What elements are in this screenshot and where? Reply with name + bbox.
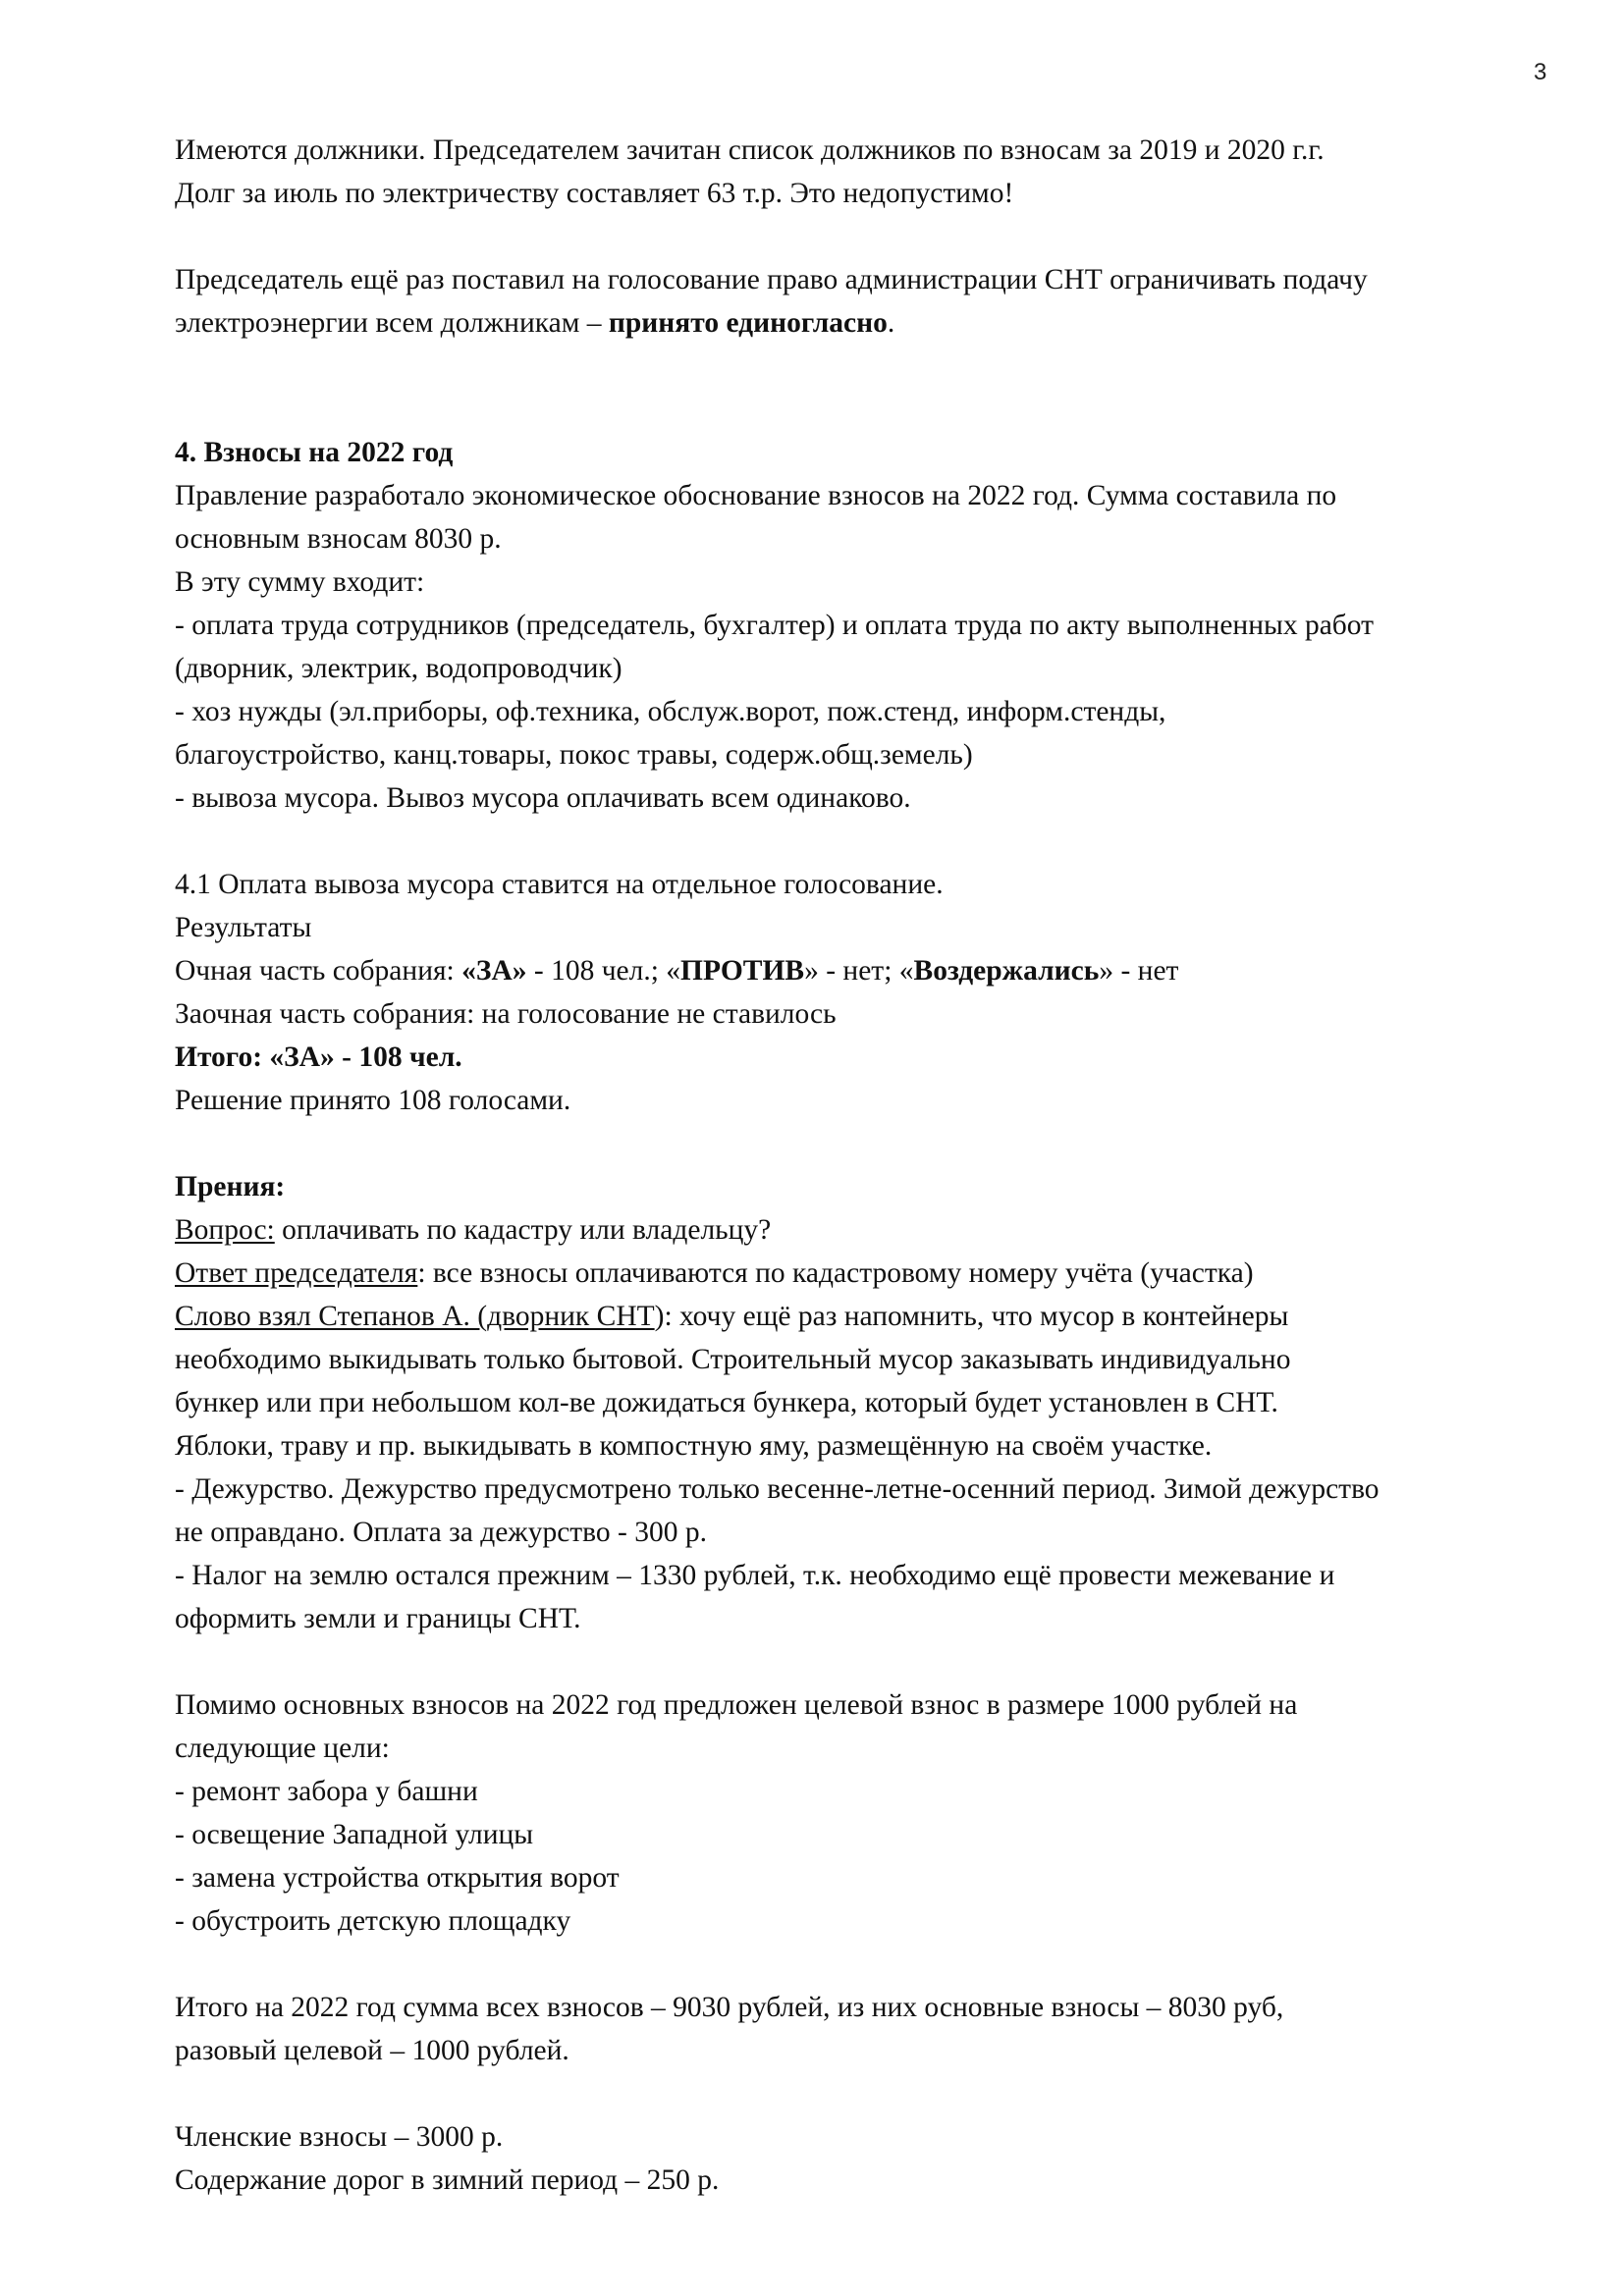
paragraph-line: разовый целевой – 1000 рублей. bbox=[175, 2035, 569, 2066]
paragraph-line: благоустройство, канц.товары, покос травы, содерж.общ.земель) bbox=[175, 739, 973, 771]
speaker-line bbox=[175, 1295, 1559, 1338]
paragraph-line: Заочная часть собрания: на голосование не ставилось bbox=[175, 998, 837, 1030]
bold-text: принято единогласно bbox=[608, 307, 888, 339]
list-item: - замена устройства открытия ворот bbox=[175, 1862, 620, 1894]
paragraph-line: Итого на 2022 год сумма всех взносов – 9030 рублей, из них основные взносы – 8030 руб, bbox=[175, 1992, 1284, 2023]
paragraph-line: В эту сумму входит: bbox=[175, 566, 425, 598]
text-segment: оплачивать по кадастру или владельцу? bbox=[274, 1214, 772, 1246]
text-segment: » - нет bbox=[1099, 955, 1179, 987]
paragraph-line: Яблоки, траву и пр. выкидывать в компостную яму, размещённую на своём участке. bbox=[175, 1430, 1213, 1462]
paragraph-line: оформить земли и границы СНТ. bbox=[175, 1603, 581, 1634]
document-body bbox=[175, 129, 1559, 2202]
membership-fee-line: Членские взносы – 3000 р. bbox=[175, 2121, 504, 2153]
paragraph-line: - вывоза мусора. Вывоз мусора оплачивать всем одинаково. bbox=[175, 782, 911, 814]
paragraph-line: - Налог на землю остался прежним – 1330 рублей, т.к. необходимо ещё провести межевание и bbox=[175, 1560, 1335, 1591]
paragraph-line: Имеются должники. Председателем зачитан список должников по взносам за 2019 и 2020 г.г. bbox=[175, 134, 1325, 166]
paragraph-line: (дворник, электрик, водопроводчик) bbox=[175, 653, 622, 684]
heading-text: Прения: bbox=[175, 1171, 286, 1202]
answer-line bbox=[175, 1252, 1559, 1295]
list-item: - обустроить детскую площадку bbox=[175, 1905, 571, 1937]
paragraph-line: необходимо выкидывать только бытовой. Строительный мусор заказывать индивидуально bbox=[175, 1344, 1291, 1375]
section-heading bbox=[175, 431, 1559, 474]
bold-text: Воздержались bbox=[913, 955, 1100, 987]
debate-heading bbox=[175, 1165, 1559, 1208]
text-segment: электроэнергии всем должникам – bbox=[175, 307, 609, 339]
paragraph-line: Председатель ещё раз поставил на голосование право администрации СНТ ограничивать подачу bbox=[175, 264, 1368, 295]
paragraph-line: основным взносам 8030 р. bbox=[175, 523, 502, 555]
paragraph-line: Долг за июль по электричеству составляет 63 т.р. Это недопустимо! bbox=[175, 178, 1014, 209]
text-segment: : все взносы оплачиваются по кадастровому номеру учёта (участка) bbox=[417, 1257, 1254, 1289]
text-segment: . bbox=[887, 307, 895, 339]
paragraph-line: - хоз нужды (эл.приборы, оф.техника, обслуж.ворот, пож.стенд, информ.стенды, bbox=[175, 696, 1166, 727]
text-segment: Очная часть собрания: bbox=[175, 955, 462, 987]
vote-results-line bbox=[175, 949, 1559, 992]
paragraph-line: - Дежурство. Дежурство предусмотрено только весенне-летне-осенний период. Зимой дежурство bbox=[175, 1473, 1380, 1505]
list-item: - освещение Западной улицы bbox=[175, 1819, 534, 1850]
road-fee-line: Содержание дорог в зимний период – 250 р. bbox=[175, 2164, 720, 2196]
bold-text: ПРОТИВ bbox=[680, 955, 805, 987]
list-item: - ремонт забора у башни bbox=[175, 1776, 478, 1807]
paragraph-line: следующие цели: bbox=[175, 1733, 390, 1764]
question-line bbox=[175, 1208, 1559, 1252]
paragraph-line bbox=[175, 301, 1559, 345]
paragraph-line: бункер или при небольшом кол-ве дожидаться бункера, который будет установлен в СНТ. bbox=[175, 1387, 1278, 1418]
paragraph-line: Правление разработало экономическое обоснование взносов на 2022 год. Сумма составила по bbox=[175, 480, 1337, 511]
page-number: 3 bbox=[1534, 59, 1547, 85]
heading-text: 4. Взносы на 2022 год bbox=[175, 437, 454, 468]
paragraph-line: не оправдано. Оплата за дежурство - 300 р. bbox=[175, 1517, 707, 1548]
text-segment: » - нет; « bbox=[804, 955, 914, 987]
bold-text: «ЗА» bbox=[461, 955, 527, 987]
vote-total bbox=[175, 1036, 1559, 1079]
underlined-label: Вопрос: bbox=[175, 1214, 275, 1246]
subsection-title: 4.1 Оплата вывоза мусора ставится на отдельное голосование. bbox=[175, 869, 944, 900]
underlined-label: Ответ председателя bbox=[175, 1257, 418, 1289]
decision-line: Решение принято 108 голосами. bbox=[175, 1085, 571, 1116]
bold-text: Итого: «ЗА» - 108 чел. bbox=[175, 1041, 462, 1073]
underlined-label: Слово взял Степанов А. (дворник СНТ bbox=[175, 1301, 655, 1332]
paragraph-line: - оплата труда сотрудников (председатель, бухгалтер) и оплата труда по акту выполненных работ bbox=[175, 610, 1375, 641]
text-segment: ): хочу ещё раз напомнить, что мусор в контейнеры bbox=[654, 1301, 1289, 1332]
text-segment: - 108 чел.; « bbox=[526, 955, 681, 987]
results-label: Результаты bbox=[175, 912, 312, 943]
paragraph-line: Помимо основных взносов на 2022 год предложен целевой взнос в размере 1000 рублей на bbox=[175, 1689, 1298, 1721]
